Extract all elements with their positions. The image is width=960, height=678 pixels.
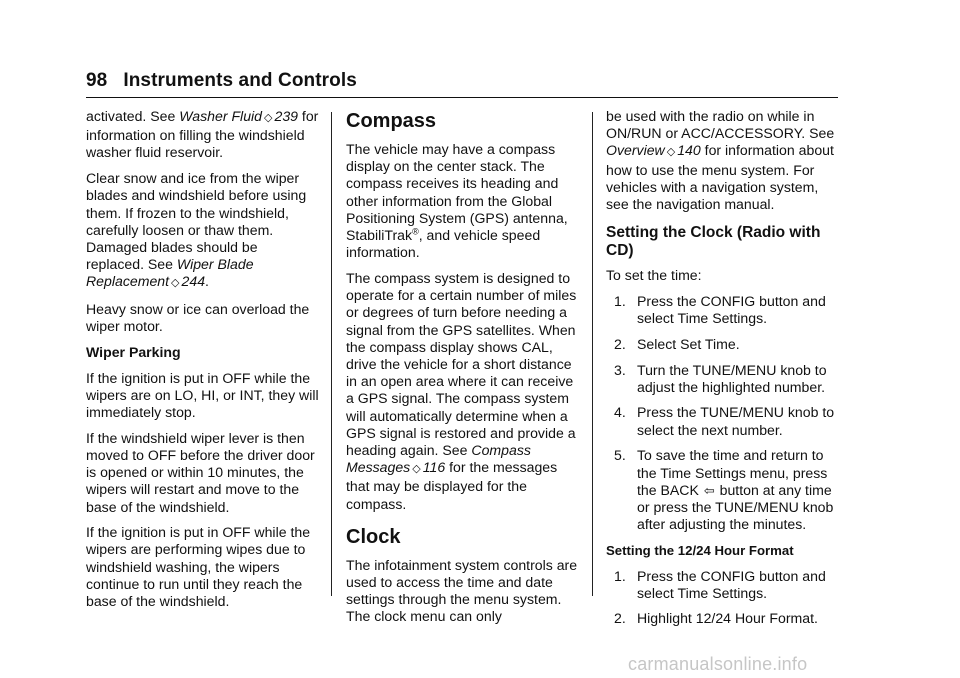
paragraph: Clear snow and ice from the wiper blades and windshield before using them. If frozen to the windshield, carefully loosen or thaw them. Damaged blades should be replaced. See Wiper Blade Replacement ◇ 244. (86, 170, 319, 292)
paragraph: If the ignition is put in OFF while the wipers are on LO, HI, or INT, they will immediately stop. (86, 369, 319, 421)
watermark: carmanualsonline.info (628, 654, 808, 674)
step-number: 5. (614, 447, 626, 464)
step-text: Press the CONFIG button and select Time Settings. (637, 292, 826, 327)
page-reference-arrow-icon: ◇ (264, 112, 273, 124)
list-item (606, 362, 842, 396)
list-item (606, 404, 842, 438)
page-reference-arrow-icon: ◇ (412, 463, 421, 476)
step-text: Press the CONFIG button and select Time Settings. (637, 567, 826, 601)
paragraph: If the windshield wiper lever is then moved to OFF before the driver door is opened or within 10 minutes, the wipers will restart and move to the base of the windshield. (86, 429, 315, 515)
column-right (606, 108, 842, 636)
run-in-heading: Wiper Parking (86, 343, 181, 360)
list-item (606, 336, 842, 353)
step-text: Select Set Time. (637, 335, 740, 352)
paragraph: activated. See Washer Fluid ◇ 239 for information on filling the windshield washer fluid reservoir. (86, 108, 319, 161)
column-divider (331, 112, 332, 596)
cross-reference-link[interactable]: Washer Fluid (179, 108, 263, 124)
paragraph: The vehicle may have a compass display on the center stack. The compass receives its heading and other information from the Global Positioning System (GPS) antenna, StabiliTrak®, and vehicle speed information. (346, 141, 568, 261)
page-reference-arrow-icon: ◇ (171, 277, 180, 290)
step-text: Press the TUNE/MENU knob to select the next number. (637, 404, 835, 438)
section-heading-compass: Compass (346, 110, 437, 132)
list-item (606, 293, 842, 327)
steps-list (606, 568, 842, 628)
page-reference-arrow-icon: ◇ (666, 146, 676, 159)
run-in-heading: Setting the 12/24 Hour Format (606, 542, 794, 558)
column-middle (346, 108, 582, 634)
list-item (606, 610, 842, 627)
cross-reference-link[interactable]: Wiper Blade Replacement (86, 256, 254, 290)
list-item: 5. To save the time and return to the Time Settings menu, press the BACK ⇦ button at any time or press the TUNE/MENU knob after adjusting the minutes. (614, 447, 834, 533)
header-rule (86, 97, 838, 98)
chapter-title: Instruments and Controls (123, 70, 357, 91)
section-heading-clock: Clock (346, 525, 401, 548)
page-reference[interactable]: 244 (181, 273, 206, 290)
paragraph: be used with the radio on while in ON/RUN or ACC/ACCESSORY. See Overview ◇ 140 for information about how to use the menu system. For vehicles with a navigation system, see the navigation manual. (606, 108, 835, 213)
steps-list (606, 293, 842, 533)
step-text: Highlight 12/24 Hour Format. (637, 610, 818, 627)
cross-reference-link[interactable]: Overview (606, 142, 665, 159)
list-item (606, 568, 842, 602)
paragraph: The compass system is designed to operate for a certain number of miles or degrees of turn before needing a signal from the GPS satellites. When the compass display shows CAL, drive the vehicle for a short distance in an open area where it can receive a GPS signal. The compass system will automatically determine when a GPS signal is restored and provide a heading again. See Compass Messages ◇ 116 for the messages that may be displayed for the compass. (346, 269, 577, 512)
registered-mark: ® (412, 226, 419, 237)
paragraph: To set the time: (606, 267, 702, 284)
column-divider (592, 112, 593, 596)
page-reference[interactable]: 116 (422, 459, 446, 476)
step-text: Turn the TUNE/MENU knob to adjust the highlighted number. (637, 361, 827, 395)
paragraph: Heavy snow or ice can overload the wiper motor. (86, 301, 310, 335)
page-header (86, 70, 838, 92)
step-number: 2. (614, 610, 626, 627)
step-number: 1. (614, 567, 626, 584)
subsection-heading: Setting the Clock (Radio with CD) (606, 224, 821, 260)
page-reference[interactable]: 239 (274, 108, 298, 124)
step-number: 2. (614, 335, 626, 352)
back-arrow-icon: ⇦ (703, 482, 715, 498)
step-number: 4. (614, 404, 626, 421)
step-number: 1. (614, 292, 626, 309)
paragraph: If the ignition is put in OFF while the wipers are performing wipes due to windshield washing, the wipers continue to run until they reach the base of the windshield. (86, 524, 311, 610)
page-reference[interactable]: 140 (677, 142, 701, 159)
paragraph: The infotainment system controls are used to access the time and date settings through the menu system. The clock menu can only (346, 556, 578, 625)
column-left (86, 108, 319, 619)
step-number: 3. (614, 361, 626, 378)
page-number: 98 (86, 70, 108, 91)
cross-reference-link[interactable]: Compass Messages (346, 441, 531, 476)
